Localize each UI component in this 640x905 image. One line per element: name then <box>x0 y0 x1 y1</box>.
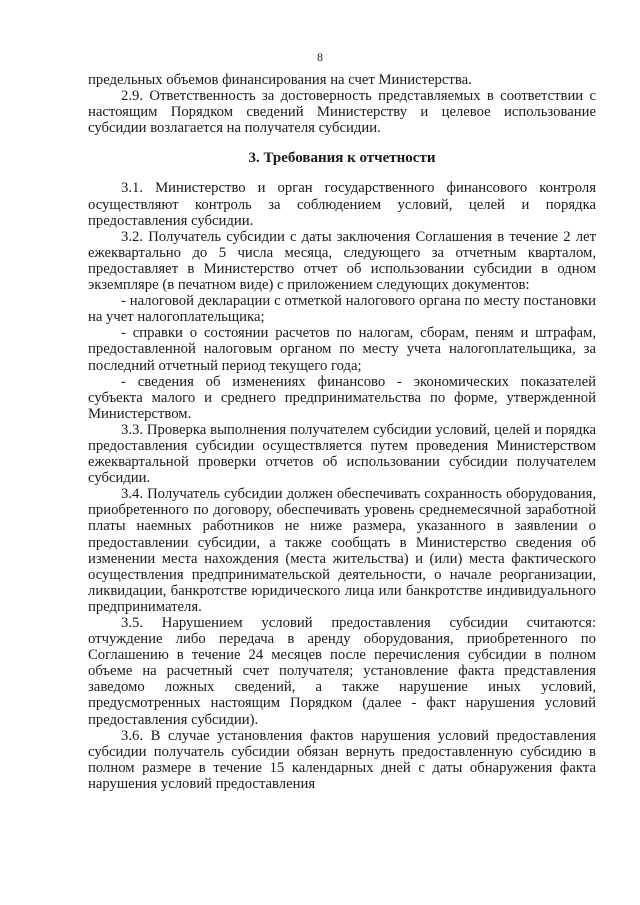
page-number: 8 <box>317 50 323 64</box>
document-body <box>88 72 596 792</box>
paragraph-continuation: предельных объемов финансирования на счет Министерства. <box>88 72 472 88</box>
paragraph-3-3: 3.3. Проверка выполнения получателем субсидии условий, целей и порядка предоставления субсидии осуществляется путем проведения Министерством ежеквартальной проверки отчетов об использовании субсидии получателем субсидии. <box>88 421 596 487</box>
paragraph-2-9: 2.9. Ответственность за достоверность представляемых в соответствии с настоящим Порядком сведений Министерству и целевое использование субсидии возлагается на получателя субсидии. <box>88 88 596 137</box>
paragraph-3-1: 3.1. Министерство и орган государственного финансового контроля осуществляют контроль за соблюдением условий, целей и порядка предоставления субсидии. <box>88 180 596 229</box>
paragraph-3-4: 3.4. Получатель субсидии должен обеспечивать сохранность оборудования, приобретенного по договору, обеспечивать уровень среднемесячной заработной платы наемных работников не ниже размера, указанного в заявлении о предоставлении субсидии, а также сообщать в Министерство сведения об изменении места нахождения (места жительства) и (или) места фактического осуществления предпринимательской деятельности, о начале реорганизации, ликвидации, банкротстве юридического лица или банкротстве индивидуального предпринимателя. <box>88 486 596 615</box>
list-item-financial-info: - сведения об изменениях финансово - экономических показателей субъекта малого и среднего предпринимательства по форме, утвержденной Министерством. <box>88 373 596 422</box>
list-item-tax-certificate: - справки о состоянии расчетов по налогам, сборам, пеням и штрафам, предоставленной налоговым органом по месту учета налогоплательщика, за последний отчетный период текущего года; <box>88 325 596 374</box>
section-heading: 3. Требования к отчетности <box>248 150 436 167</box>
paragraph-3-2: 3.2. Получатель субсидии с даты заключения Соглашения в течение 2 лет ежеквартально до 5 числа месяца, следующего за отчетным кварталом, предоставляет в Министерство отчет об использовании субсидии в одном экземпляре (в печатном виде) с приложением следующих документов: <box>88 228 596 294</box>
paragraph-3-5: 3.5. Нарушением условий предоставления субсидии считаются: отчуждение либо передача в аренду оборудования, приобретенного по Соглашению в течение 24 месяцев после перечисления субсидии в полном объеме на расчетный счет получателя; установление факта представления заведомо ложных сведений, а также нарушение иных условий, предусмотренных настоящим Порядком (далее - факт нарушения условий предоставления субсидии). <box>88 615 596 728</box>
paragraph-3-6: 3.6. В случае установления фактов нарушения условий предоставления субсидии получатель субсидии обязан вернуть предоставленную субсидию в полном размере в течение 15 календарных дней с даты обнаружения факта нарушения условий предоставления <box>88 727 596 792</box>
list-item-tax-declaration: - налоговой декларации с отметкой налогового органа по месту постановки на учет налогоплательщика; <box>88 293 596 326</box>
